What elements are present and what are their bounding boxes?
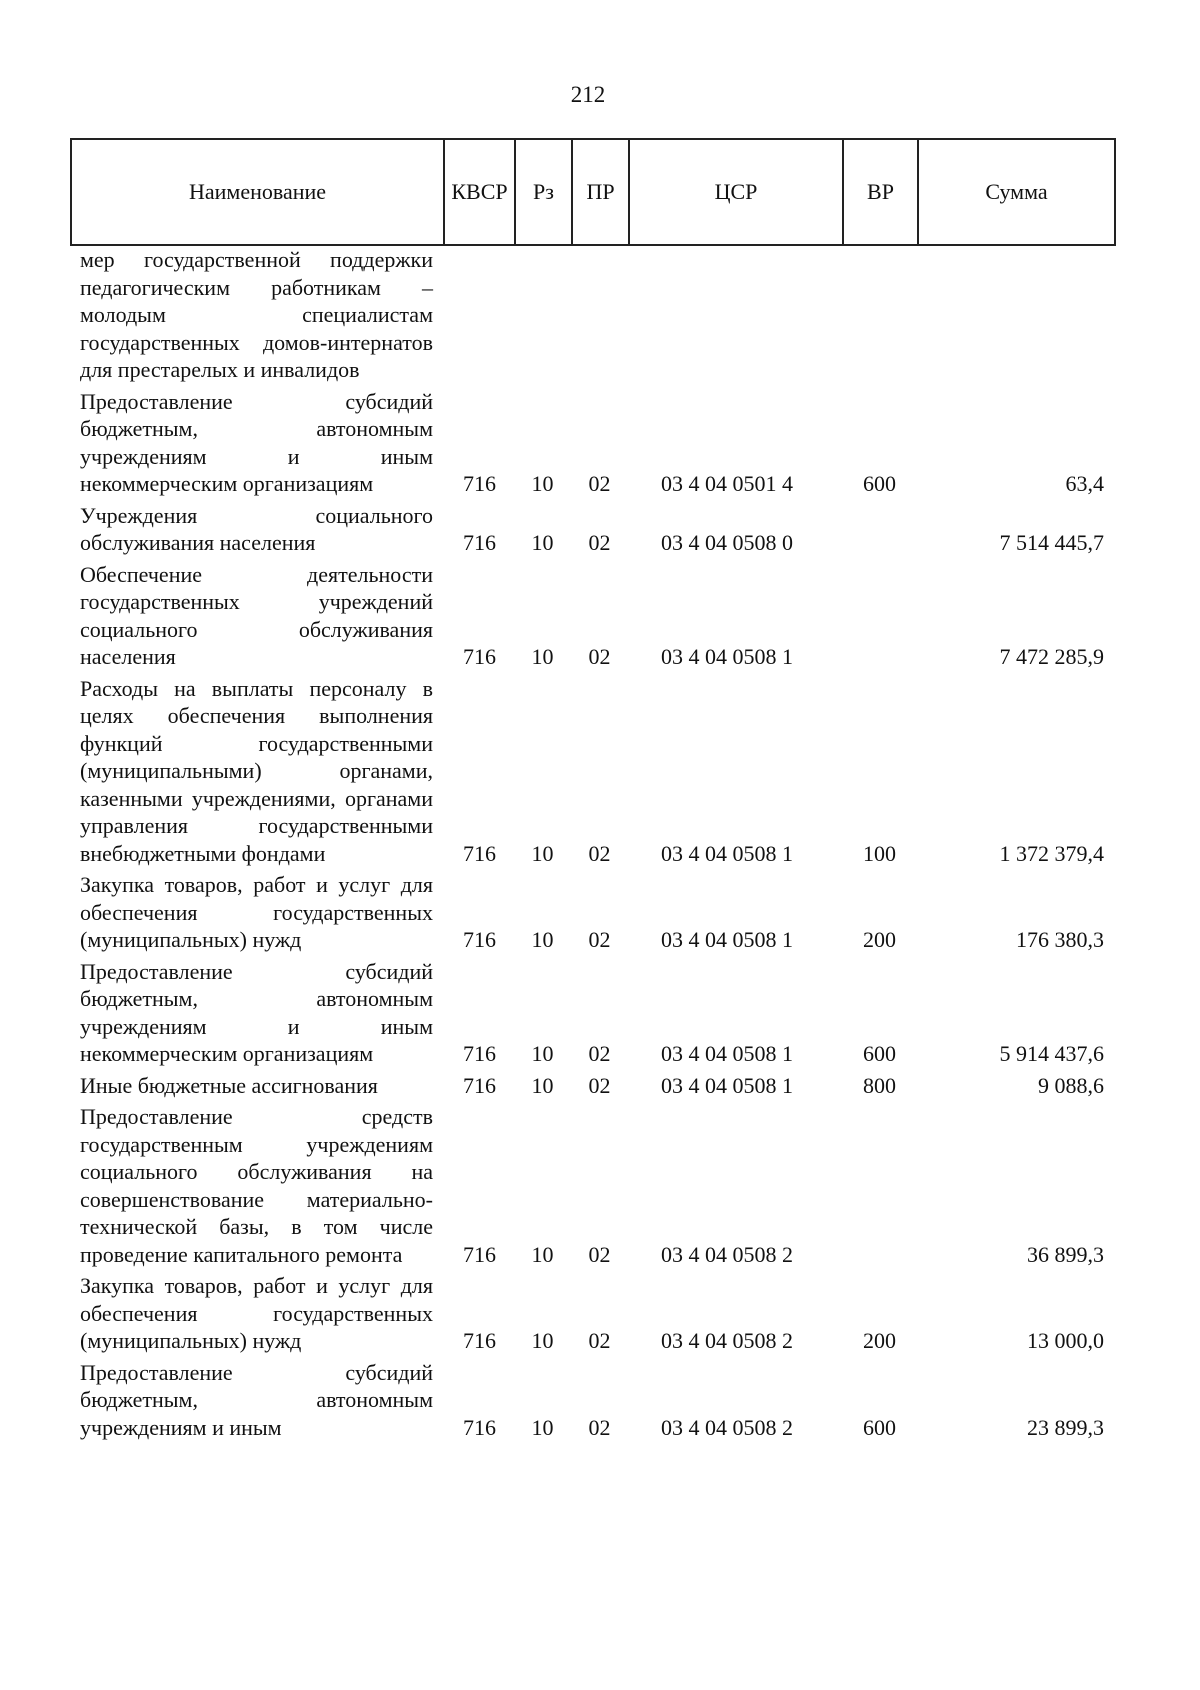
cell-pr: 02 bbox=[588, 644, 611, 669]
cell-csr: 03 4 04 0508 1 bbox=[661, 840, 793, 866]
table-row bbox=[70, 384, 1114, 498]
header-kvsr: КВСР bbox=[444, 139, 515, 245]
cell-kvsr: 716 bbox=[463, 927, 496, 952]
cell-csr: 03 4 04 0508 0 bbox=[661, 530, 793, 555]
cell-csr bbox=[628, 246, 842, 384]
budget-table bbox=[70, 246, 1114, 1441]
cell-sum: 63,4 bbox=[1065, 471, 1104, 496]
cell-kvsr: 716 bbox=[463, 1072, 496, 1098]
cell-rz: 10 bbox=[531, 1328, 554, 1353]
cell-sum: 7 472 285,9 bbox=[999, 644, 1104, 669]
cell-rz: 10 bbox=[531, 1072, 554, 1098]
cell-pr: 02 bbox=[588, 471, 611, 496]
cell-kvsr: 716 bbox=[463, 530, 496, 555]
cell-pr: 02 bbox=[588, 1328, 611, 1353]
cell-sum: 36 899,3 bbox=[1027, 1241, 1104, 1267]
page-number: 212 bbox=[570, 82, 606, 107]
cell-rz: 10 bbox=[531, 1414, 554, 1440]
table-row bbox=[70, 1268, 1114, 1355]
cell-sum: 23 899,3 bbox=[1027, 1414, 1104, 1440]
table-row bbox=[70, 1099, 1114, 1268]
cell-pr: 02 bbox=[588, 1041, 611, 1066]
cell-rz: 10 bbox=[531, 840, 554, 866]
cell-csr: 03 4 04 0508 2 bbox=[661, 1414, 793, 1440]
cell-csr: 03 4 04 0508 2 bbox=[661, 1241, 793, 1267]
cell-sum: 7 514 445,7 bbox=[999, 530, 1104, 555]
table-row bbox=[70, 1355, 1114, 1442]
cell-csr: 03 4 04 0501 4 bbox=[661, 471, 793, 496]
cell-sum: 13 000,0 bbox=[1027, 1328, 1104, 1353]
cell-rz: 10 bbox=[531, 644, 554, 669]
cell-name: Предоставление субсидий бюджетным, автономным учреждениям и иным некоммерческим организациям bbox=[80, 388, 433, 496]
header-sum: Сумма bbox=[918, 139, 1115, 245]
cell-csr: 03 4 04 0508 2 bbox=[661, 1328, 793, 1353]
cell-name: Учреждения социального обслуживания населения bbox=[80, 502, 433, 555]
cell-name: Предоставление субсидий бюджетным, автономным учреждениям и иным bbox=[80, 1359, 433, 1440]
table-row bbox=[70, 867, 1114, 954]
cell-csr: 03 4 04 0508 1 bbox=[661, 1041, 793, 1066]
header-name: Наименование bbox=[71, 139, 444, 245]
cell-sum bbox=[917, 246, 1114, 384]
table-row bbox=[70, 246, 1114, 384]
header-rz: Рз bbox=[515, 139, 572, 245]
cell-name: Предоставление средств государственным учреждениям социального обслуживания на совершенствование материально-технической базы, в том числе проведение капитального ремонта bbox=[80, 1104, 433, 1267]
cell-name: Расходы на выплаты персоналу в целях обеспечения выполнения функций государственными (муниципальными) органами, казенными учреждениями, органами управления государственными внебюджетными фондами bbox=[80, 675, 433, 866]
cell-name: Иные бюджетные ассигнования bbox=[80, 1072, 378, 1098]
cell-vr: 600 bbox=[863, 1041, 896, 1066]
cell-vr bbox=[842, 557, 917, 671]
cell-csr: 03 4 04 0508 1 bbox=[661, 644, 793, 669]
header-vr: ВР bbox=[843, 139, 918, 245]
cell-vr: 200 bbox=[863, 927, 896, 952]
cell-kvsr: 716 bbox=[463, 1414, 496, 1440]
cell-kvsr bbox=[443, 246, 514, 384]
cell-vr: 100 bbox=[863, 840, 896, 866]
cell-sum: 1 372 379,4 bbox=[999, 840, 1104, 866]
cell-rz: 10 bbox=[531, 471, 554, 496]
cell-pr: 02 bbox=[588, 530, 611, 555]
cell-vr bbox=[842, 1099, 917, 1268]
cell-kvsr: 716 bbox=[463, 840, 496, 866]
cell-rz: 10 bbox=[531, 927, 554, 952]
header-csr: ЦСР bbox=[629, 139, 843, 245]
cell-kvsr: 716 bbox=[463, 1328, 496, 1353]
cell-vr bbox=[842, 246, 917, 384]
cell-sum: 5 914 437,6 bbox=[999, 1041, 1104, 1066]
cell-name: Закупка товаров, работ и услуг для обеспечения государственных (муниципальных) нужд bbox=[80, 872, 433, 952]
cell-name: мер государственной поддержки педагогическим работникам – молодым специалистам государственных домов-интернатов для престарелых и инвалидов bbox=[80, 247, 433, 382]
cell-rz bbox=[514, 246, 571, 384]
cell-vr: 600 bbox=[863, 1414, 896, 1440]
cell-csr: 03 4 04 0508 1 bbox=[661, 927, 793, 952]
cell-pr bbox=[571, 246, 628, 384]
table-row bbox=[70, 498, 1114, 557]
cell-name: Обеспечение деятельности государственных учреждений социального обслуживания населения bbox=[80, 561, 433, 669]
cell-csr: 03 4 04 0508 1 bbox=[661, 1072, 793, 1098]
cell-vr: 800 bbox=[863, 1072, 896, 1098]
cell-rz: 10 bbox=[531, 1041, 554, 1066]
cell-pr: 02 bbox=[588, 840, 611, 866]
cell-sum: 176 380,3 bbox=[1016, 927, 1104, 952]
table-row bbox=[70, 954, 1114, 1068]
table-row bbox=[70, 1068, 1114, 1100]
table-row bbox=[70, 671, 1114, 868]
cell-name: Предоставление субсидий бюджетным, автономным учреждениям и иным некоммерческим организациям bbox=[80, 958, 433, 1066]
cell-rz: 10 bbox=[531, 530, 554, 555]
table-row bbox=[70, 557, 1114, 671]
cell-name: Закупка товаров, работ и услуг для обеспечения государственных (муниципальных) нужд bbox=[80, 1273, 433, 1353]
cell-vr: 200 bbox=[863, 1328, 896, 1353]
cell-sum: 9 088,6 bbox=[1038, 1072, 1104, 1098]
cell-pr: 02 bbox=[588, 927, 611, 952]
cell-kvsr: 716 bbox=[463, 1041, 496, 1066]
cell-kvsr: 716 bbox=[463, 471, 496, 496]
cell-vr: 600 bbox=[863, 471, 896, 496]
cell-kvsr: 716 bbox=[463, 1241, 496, 1267]
cell-vr bbox=[842, 498, 917, 557]
header-pr: ПР bbox=[572, 139, 629, 245]
cell-kvsr: 716 bbox=[463, 644, 496, 669]
cell-pr: 02 bbox=[588, 1414, 611, 1440]
cell-rz: 10 bbox=[531, 1241, 554, 1267]
cell-pr: 02 bbox=[588, 1072, 611, 1098]
table-header bbox=[70, 138, 1116, 246]
cell-pr: 02 bbox=[588, 1241, 611, 1267]
